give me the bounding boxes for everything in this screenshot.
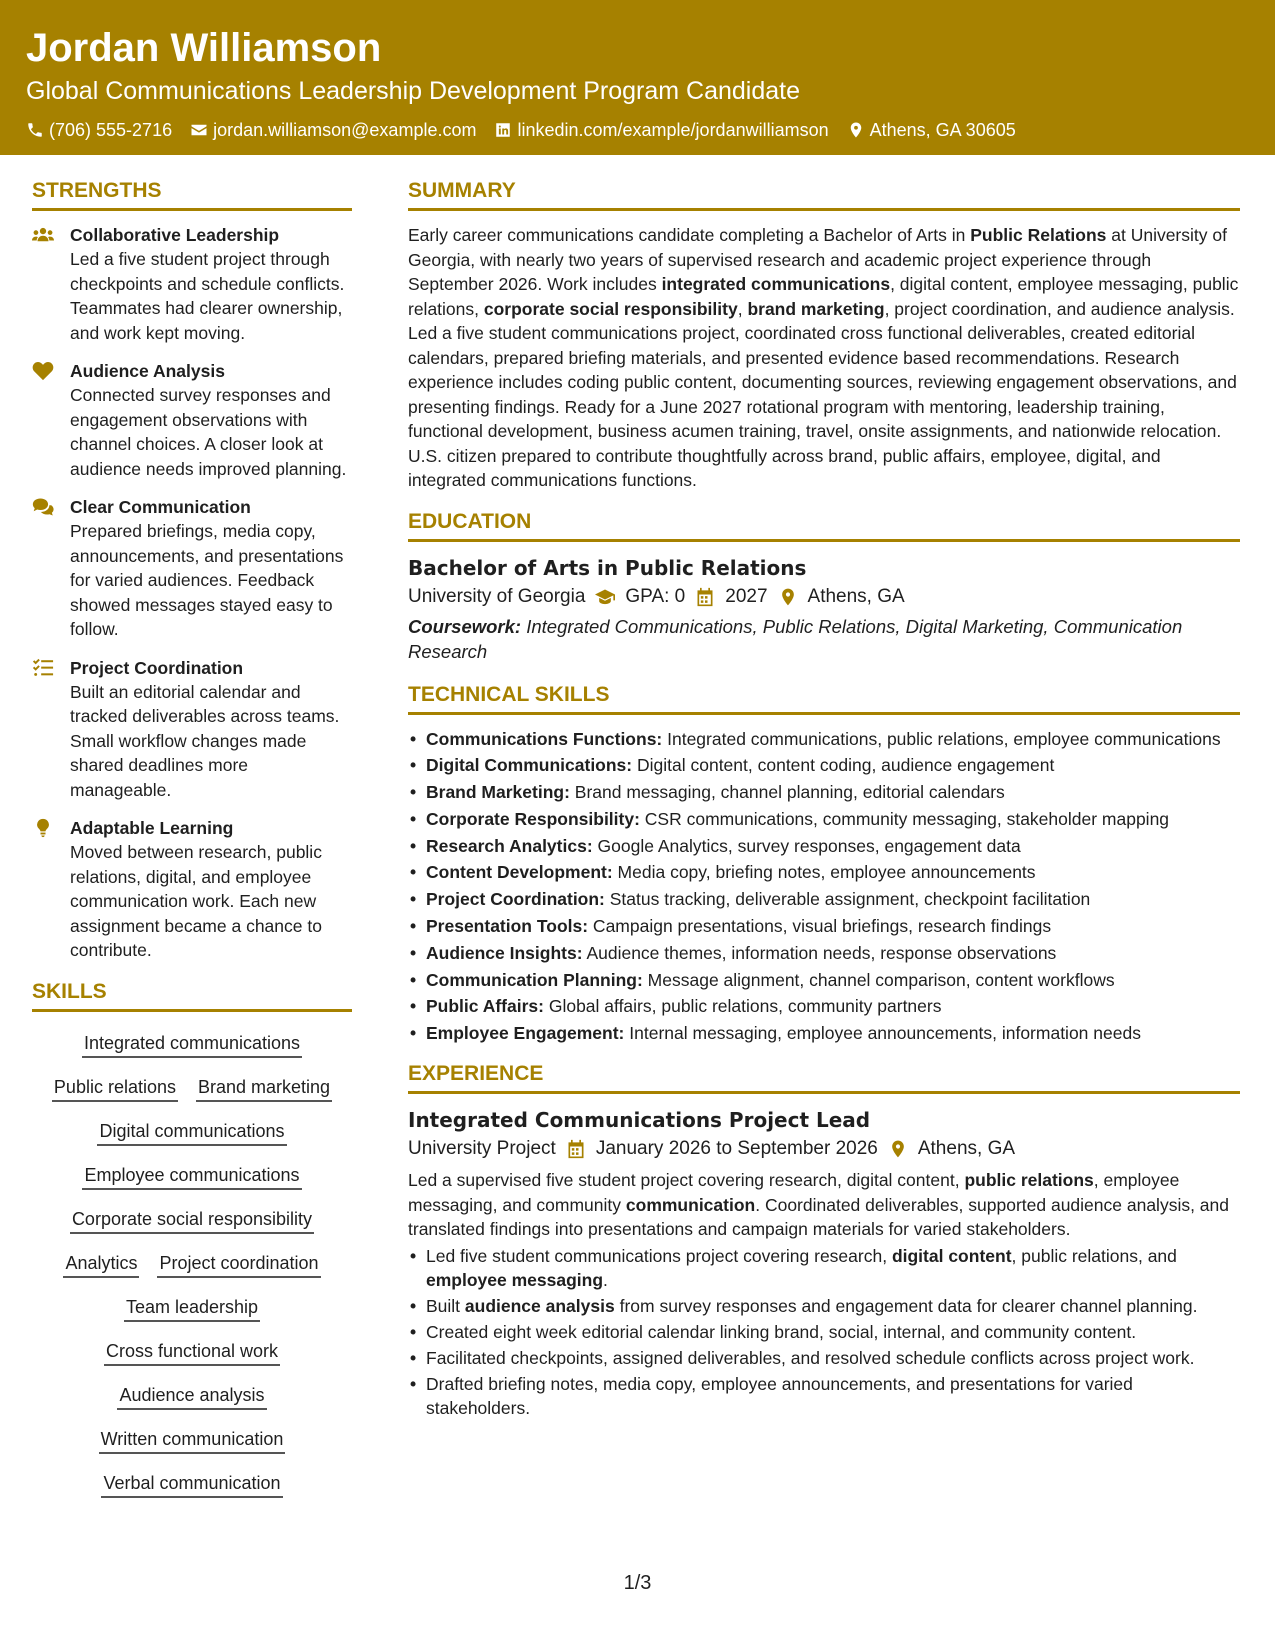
skills-row: [32, 1118, 352, 1146]
technical-skill-value: Internal messaging, employee announcements, information needs: [624, 1023, 1141, 1044]
technical-skill-value: Integrated communications, public relations, employee communications: [662, 728, 1221, 749]
technical-skill-label: Brand Marketing:: [426, 782, 570, 803]
technical-skill-label: Corporate Responsibility:: [426, 808, 640, 829]
technical-skill-item: [408, 994, 1240, 1018]
experience-location: Athens, GA: [917, 1138, 1016, 1160]
technical-skill-label: Audience Insights:: [426, 942, 583, 963]
summary-text: [408, 223, 1240, 493]
strength-description: Moved between research, public relations, digital, and employee communication work. Each new assignment became a chance to contribute.: [70, 842, 322, 960]
technical-skill-value: Status tracking, deliverable assignment, checkpoint facilitation: [604, 889, 1091, 910]
users-icon: [32, 225, 54, 245]
technical-skill-label: Employee Engagement:: [426, 1023, 625, 1044]
candidate-headline: Global Communications Leadership Development Program Candidate: [26, 77, 801, 105]
contact-linkedin[interactable]: [494, 118, 828, 142]
bullet-segment: Drafted briefing notes, media copy, employee announcements, and presentations for varied stakeholders.: [426, 1373, 1133, 1418]
contact-bar: [26, 118, 1249, 142]
technical-skill-value: Global affairs, public relations, community partners: [543, 996, 942, 1017]
summary-emphasis: corporate social responsibility: [483, 298, 738, 319]
strength-description: Built an editorial calendar and tracked deliverables across teams. Small workflow changes made shared deadlines more manageable.: [70, 681, 340, 800]
summary-heading: SUMMARY: [408, 176, 1240, 211]
technical-skill-item: [408, 860, 1240, 884]
experience-bullets: [408, 1244, 1240, 1420]
phone-icon: [26, 121, 44, 139]
summary-segment: at University of Georgia, with nearly two years of supervised research and academic project experience through September 2026. Work includes: [408, 225, 1227, 294]
contact-email[interactable]: [190, 118, 476, 142]
education-heading: EDUCATION: [408, 507, 1240, 542]
map-pin-icon: [778, 587, 798, 607]
strength-item: [32, 816, 352, 963]
strength-title: Adaptable Learning: [70, 818, 234, 838]
email-text: jordan.williamson@example.com: [213, 120, 477, 140]
location-text: Athens, GA 30605: [869, 120, 1016, 140]
bullet-segment: .: [603, 1269, 608, 1290]
degree-title: Bachelor of Arts in Public Relations: [408, 555, 807, 580]
resume-header: [0, 0, 1275, 155]
technical-skill-value: CSR communications, community messaging, stakeholder mapping: [639, 808, 1170, 829]
skill-tag: Project coordination: [157, 1250, 320, 1278]
strength-title: Collaborative Leadership: [70, 225, 280, 245]
technical-skill-label: Communications Functions:: [426, 728, 663, 749]
experience-bullet: [408, 1372, 1240, 1420]
skill-tag: Verbal communication: [101, 1470, 282, 1498]
education-location: Athens, GA: [807, 585, 905, 607]
page-number: 1/3: [623, 1572, 652, 1594]
strength-item: [32, 495, 352, 642]
bullet-segment: Built: [426, 1295, 465, 1316]
strength-item: [32, 223, 352, 345]
technical-skill-value: Digital content, content coding, audience engagement: [632, 755, 1055, 776]
bullet-segment: , public relations, and: [1011, 1245, 1177, 1266]
skills-row: [32, 1250, 352, 1278]
skills-row: [32, 1426, 352, 1454]
calendar-icon: [566, 1139, 586, 1159]
graduation-cap-icon: [595, 587, 615, 607]
strengths-heading: STRENGTHS: [32, 176, 352, 211]
technical-skill-label: Public Affairs:: [426, 996, 544, 1017]
bullet-emphasis: digital content: [891, 1245, 1012, 1266]
skill-tag: Analytics: [63, 1250, 139, 1278]
comments-icon: [32, 497, 54, 517]
right-column: [408, 176, 1240, 1422]
summary-emphasis: integrated communications: [661, 274, 891, 294]
summary-segment: ,: [737, 298, 748, 319]
technical-skill-item: [408, 941, 1240, 965]
description-segment: . Coordinated deliverables, supported audience analysis, and translated findings into presentations and campaign materials for varied stakeholders.: [408, 1194, 1230, 1240]
strength-item: [32, 359, 352, 481]
skill-tag: Corporate social responsibility: [70, 1206, 314, 1234]
experience-bullet: [408, 1346, 1240, 1370]
summary-segment: , digital content, employee messaging, public relations,: [408, 274, 1239, 319]
organization-name: University Project: [408, 1138, 556, 1160]
skill-tag: Digital communications: [97, 1118, 286, 1146]
coursework-list: Integrated Communications, Public Relations, Digital Marketing, Communication Research: [408, 615, 1183, 662]
summary-segment: , project coordination, and audience analysis. Led a five student communications project, coordinated cross functional deliverables, created editorial calendars, prepared briefing materials, and presented evidence based recommendations. Research experience includes coding public content, documenting sources, reviewing engagement observations, and presenting findings. Ready for a June 2027 rotational program with mentoring, leadership training, functional development, business acumen training, travel, onsite assignments, and nationwide relocation. U.S. citizen prepared to contribute thoughtfully across brand, public affairs, employee, digital, and integrated communications functions.: [408, 298, 1237, 490]
technical-skill-value: Brand messaging, channel planning, editorial calendars: [569, 782, 1005, 803]
phone-text: (706) 555-2716: [49, 120, 173, 140]
skill-tag: Audience analysis: [117, 1382, 266, 1410]
candidate-name: Jordan Williamson: [26, 26, 382, 70]
description-segment: , employee messaging, and community: [408, 1170, 1180, 1215]
envelope-icon: [190, 121, 208, 139]
education-meta: [408, 582, 1240, 612]
heart-icon: [32, 361, 54, 381]
bullet-segment: from survey responses and engagement data for clearer channel planning.: [614, 1295, 1198, 1316]
skills-tag-list: [32, 1026, 352, 1498]
experience-bullet: [408, 1294, 1240, 1318]
technical-skill-value: Campaign presentations, visual briefings, research findings: [588, 916, 1052, 937]
skills-row: [32, 1206, 352, 1234]
technical-skill-value: Audience themes, information needs, response observations: [582, 942, 1057, 963]
technical-skills-heading: TECHNICAL SKILLS: [408, 680, 1240, 715]
technical-skill-item: [408, 753, 1240, 777]
coursework-line: [408, 614, 1240, 664]
summary-emphasis: brand marketing: [747, 298, 885, 319]
technical-skill-item: [408, 780, 1240, 804]
left-column: [32, 176, 352, 1498]
technical-skill-label: Presentation Tools:: [426, 916, 589, 937]
map-pin-icon: [888, 1139, 908, 1159]
list-check-icon: [32, 658, 54, 678]
skill-tag: Employee communications: [82, 1162, 301, 1190]
linkedin-icon: [494, 121, 512, 139]
technical-skill-item: [408, 834, 1240, 858]
experience-heading: EXPERIENCE: [408, 1059, 1240, 1094]
bullet-segment: Created eight week editorial calendar linking brand, social, internal, and community content.: [426, 1321, 1137, 1342]
technical-skill-label: Digital Communications:: [426, 755, 633, 776]
skills-row: [32, 1470, 352, 1498]
skill-tag: Brand marketing: [196, 1074, 332, 1102]
technical-skill-item: [408, 914, 1240, 938]
strength-description: Prepared briefings, media copy, announcements, and presentations for varied audiences. Feedback showed messages stayed easy to follow.: [70, 521, 344, 639]
skill-tag: Cross functional work: [104, 1338, 280, 1366]
strength-title: Clear Communication: [70, 497, 251, 517]
skills-row: [32, 1338, 352, 1366]
bullet-emphasis: audience analysis: [464, 1295, 615, 1316]
skill-tag: Team leadership: [124, 1294, 260, 1322]
technical-skill-label: Project Coordination:: [426, 889, 605, 910]
technical-skill-item: [408, 727, 1240, 751]
strength-description: Led a five student project through checkpoints and schedule conflicts. Teammates had clearer ownership, and work kept moving.: [70, 249, 345, 343]
skills-row: [32, 1382, 352, 1410]
technical-skill-label: Content Development:: [426, 862, 613, 883]
skills-heading: SKILLS: [32, 977, 352, 1012]
linkedin-text: linkedin.com/example/jordanwilliamson: [517, 120, 829, 140]
map-pin-icon: [847, 121, 865, 139]
coursework-label: Coursework:: [408, 615, 522, 637]
technical-skill-value: Message alignment, channel comparison, content workflows: [642, 969, 1115, 990]
lightbulb-icon: [32, 818, 54, 838]
skills-row: [32, 1162, 352, 1190]
skills-row: [32, 1030, 352, 1058]
graduation-year: 2027: [725, 585, 768, 607]
contact-phone[interactable]: [26, 118, 172, 142]
strength-description: Connected survey responses and engagement observations with channel choices. A closer look at audience needs improved planning.: [70, 385, 347, 479]
technical-skill-item: [408, 807, 1240, 831]
calendar-icon: [695, 587, 715, 607]
technical-skills-list: [408, 727, 1240, 1046]
contact-location: [847, 118, 1016, 142]
skill-tag: Integrated communications: [82, 1030, 302, 1058]
description-emphasis: communication: [625, 1194, 756, 1215]
summary-segment: Early career communications candidate completing a Bachelor of Arts in: [408, 225, 971, 245]
experience-bullet: [408, 1244, 1240, 1292]
gpa-text: GPA: 0: [625, 585, 686, 607]
experience-dates: January 2026 to September 2026: [595, 1138, 878, 1160]
skills-row: [32, 1294, 352, 1322]
skills-row: [32, 1074, 352, 1102]
role-title: Integrated Communications Project Lead: [408, 1108, 871, 1133]
strength-title: Audience Analysis: [70, 361, 225, 381]
technical-skill-value: Media copy, briefing notes, employee announcements: [612, 862, 1036, 883]
technical-skill-item: [408, 1021, 1240, 1045]
experience-meta: [408, 1134, 1240, 1164]
summary-emphasis: Public Relations: [970, 225, 1107, 245]
technical-skill-value: Google Analytics, survey responses, engagement data: [592, 835, 1021, 856]
skill-tag: Public relations: [52, 1074, 178, 1102]
experience-description: [408, 1168, 1240, 1242]
description-emphasis: public relations: [964, 1170, 1094, 1191]
description-segment: Led a supervised five student project covering research, digital content,: [408, 1170, 965, 1191]
technical-skill-item: [408, 887, 1240, 911]
school-name: University of Georgia: [408, 585, 586, 607]
experience-bullet: [408, 1320, 1240, 1344]
bullet-segment: Facilitated checkpoints, assigned deliverables, and resolved schedule conflicts across project work.: [426, 1347, 1195, 1368]
skill-tag: Written communication: [99, 1426, 286, 1454]
technical-skill-label: Communication Planning:: [426, 969, 643, 990]
bullet-emphasis: employee messaging: [426, 1269, 604, 1290]
strength-title: Project Coordination: [70, 657, 244, 678]
technical-skill-item: [408, 968, 1240, 992]
strength-item: [32, 656, 352, 803]
technical-skill-label: Research Analytics:: [426, 835, 593, 856]
bullet-segment: Led five student communications project covering research,: [426, 1245, 892, 1266]
